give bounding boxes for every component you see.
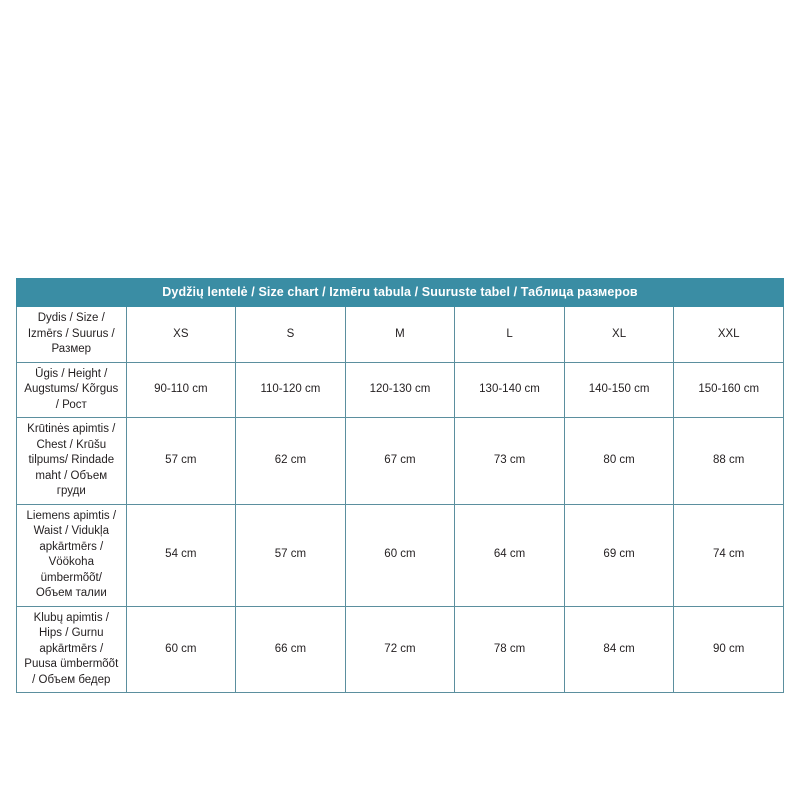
- row-label-waist: Liemens apimtis / Waist / Vidukļa apkārtmērs / Vöökoha ümbermõõt/ Объем талии: [17, 504, 127, 606]
- column-header-m: M: [345, 307, 455, 363]
- cell-chest-l: 73 cm: [455, 418, 565, 505]
- cell-waist-l: 64 cm: [455, 504, 565, 606]
- cell-waist-xl: 69 cm: [564, 504, 674, 606]
- cell-height-l: 130-140 cm: [455, 362, 565, 418]
- cell-hips-xxl: 90 cm: [674, 606, 784, 693]
- size-chart-table: [16, 278, 784, 693]
- cell-hips-l: 78 cm: [455, 606, 565, 693]
- table-header-row: [17, 307, 784, 363]
- row-label-height: Ūgis / Height / Augstums/ Kõrgus / Рост: [17, 362, 127, 418]
- cell-chest-xxl: 88 cm: [674, 418, 784, 505]
- cell-waist-s: 57 cm: [236, 504, 346, 606]
- table-row: [17, 504, 784, 606]
- cell-waist-xs: 54 cm: [126, 504, 236, 606]
- cell-hips-s: 66 cm: [236, 606, 346, 693]
- column-header-xxl: XXL: [674, 307, 784, 363]
- table-row: [17, 418, 784, 505]
- table-row: [17, 362, 784, 418]
- column-header-xs: XS: [126, 307, 236, 363]
- cell-waist-m: 60 cm: [345, 504, 455, 606]
- cell-chest-m: 67 cm: [345, 418, 455, 505]
- cell-height-m: 120-130 cm: [345, 362, 455, 418]
- size-chart-container: [16, 278, 784, 693]
- cell-chest-xl: 80 cm: [564, 418, 674, 505]
- table-title-row: [17, 279, 784, 307]
- cell-height-xs: 90-110 cm: [126, 362, 236, 418]
- cell-height-xl: 140-150 cm: [564, 362, 674, 418]
- row-label-chest: Krūtinės apimtis / Chest / Krūšu tilpums/ Rindade maht / Объем груди: [17, 418, 127, 505]
- cell-chest-s: 62 cm: [236, 418, 346, 505]
- cell-height-s: 110-120 cm: [236, 362, 346, 418]
- cell-waist-xxl: 74 cm: [674, 504, 784, 606]
- column-header-s: S: [236, 307, 346, 363]
- column-header-l: L: [455, 307, 565, 363]
- cell-height-xxl: 150-160 cm: [674, 362, 784, 418]
- row-header-label: Dydis / Size / Izmērs / Suurus / Размер: [17, 307, 127, 363]
- cell-hips-xs: 60 cm: [126, 606, 236, 693]
- table-row: [17, 606, 784, 693]
- cell-chest-xs: 57 cm: [126, 418, 236, 505]
- row-label-hips: Klubų apimtis / Hips / Gurnu apkārtmērs / Puusa ümbermõõt / Объем бедер: [17, 606, 127, 693]
- table-title: Dydžių lentelė / Size chart / Izmēru tabula / Suuruste tabel / Таблица размеров: [17, 279, 784, 307]
- cell-hips-xl: 84 cm: [564, 606, 674, 693]
- cell-hips-m: 72 cm: [345, 606, 455, 693]
- column-header-xl: XL: [564, 307, 674, 363]
